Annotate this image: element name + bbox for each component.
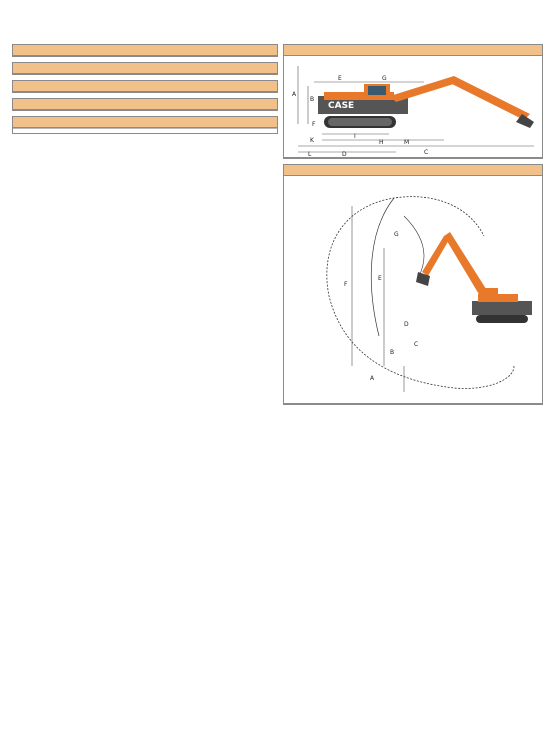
section-title <box>13 117 277 128</box>
svg-text:B: B <box>310 96 315 103</box>
svg-text:I: I <box>354 133 356 140</box>
section-title <box>13 45 277 56</box>
transport-diagram <box>284 56 542 158</box>
section-title <box>284 165 542 176</box>
engine-section <box>12 44 278 57</box>
svg-text:L: L <box>308 151 312 158</box>
left-column <box>12 44 278 139</box>
svg-text:H: H <box>379 139 384 146</box>
excavator-transport-illustration <box>284 56 542 158</box>
section-title <box>13 63 277 74</box>
working-range-diagram <box>284 176 542 404</box>
svg-text:C: C <box>414 341 419 348</box>
svg-text:B: B <box>390 349 395 356</box>
undercarriage-section <box>12 98 278 111</box>
svg-text:A: A <box>292 91 297 98</box>
working-range-chart <box>284 176 542 404</box>
svg-text:E: E <box>338 75 342 82</box>
svg-text:E: E <box>378 275 382 282</box>
svg-text:CASE: CASE <box>328 101 355 111</box>
section-title <box>13 99 277 110</box>
svg-text:G: G <box>394 231 399 238</box>
working-range-section <box>283 164 543 405</box>
capacities-note <box>13 128 277 133</box>
svg-text:D: D <box>404 321 409 328</box>
svg-text:F: F <box>344 281 348 288</box>
svg-text:A: A <box>370 375 375 382</box>
right-column <box>283 44 543 410</box>
section-title <box>13 81 277 92</box>
svg-text:K: K <box>310 137 314 144</box>
transport-section <box>283 44 543 159</box>
svg-text:G: G <box>382 75 387 82</box>
hydraulic-section <box>12 62 278 75</box>
svg-text:F: F <box>312 121 316 128</box>
section-title <box>284 45 542 56</box>
svg-text:D: D <box>342 151 347 158</box>
capacities-section <box>12 116 278 134</box>
svg-text:C: C <box>424 149 429 156</box>
swing-section <box>12 80 278 93</box>
svg-text:M: M <box>404 139 410 146</box>
